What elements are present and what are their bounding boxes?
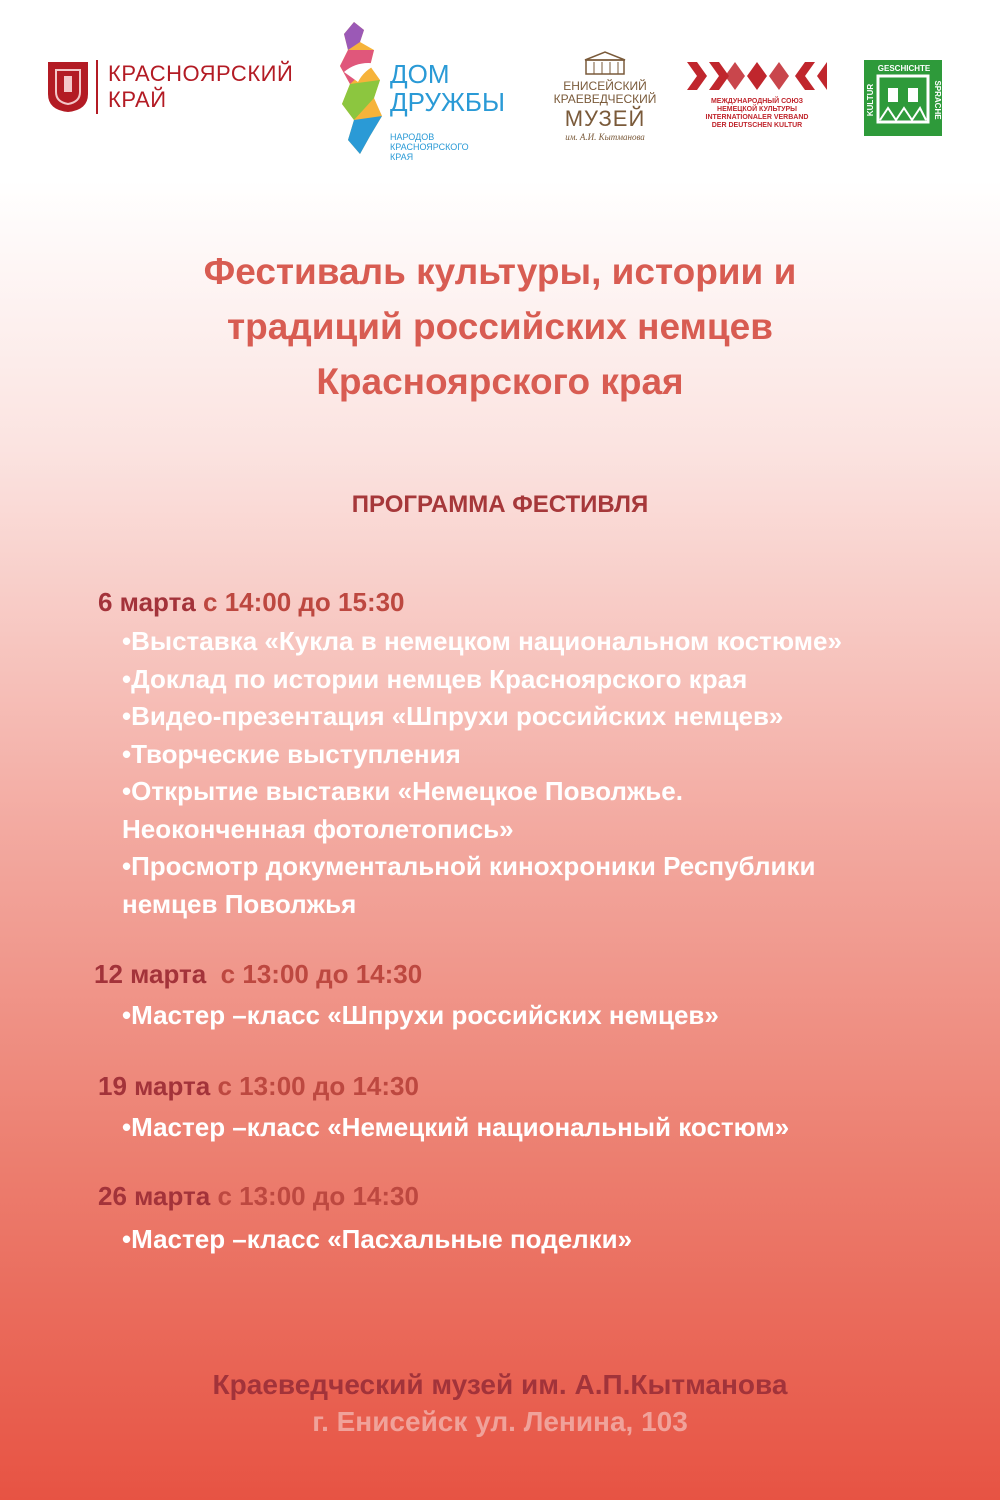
list-item: • Просмотр документальной кинохроники Республики [122,848,842,886]
schedule-date-4: 26 марта с 13:00 до 14:30 [98,1181,419,1211]
venue-footer [0,1366,1000,1440]
dom-druzhby-subtitle: НАРОДОВ КРАСНОЯРСКОГО КРАЯ [390,132,469,162]
kgs-emblem-icon [864,60,942,136]
ivdk-text: МЕЖДУНАРОДНЫЙ СОЮЗ НЕМЕЦКОЙ КУЛЬТУРЫ INTERNATIONALER VERBAND DER DEUTSCHEN KULTUR [705,98,809,129]
list-item: • Мастер –класс «Немецкий национальный костюм» [122,1109,789,1147]
schedule-items-2 [122,997,719,1035]
coat-of-arms-icon [46,60,90,114]
list-item-continuation: немцев Поволжья [122,888,357,919]
schedule-date-1: 6 марта с 14:00 до 15:30 [98,587,405,617]
logo-row [0,20,1000,160]
museum-logo-line2: КРАЕВЕДЧЕСКИЙ [553,92,657,106]
ivdk-logo [682,60,832,130]
schedule-date-2: 12 марта с 13:00 до 14:30 [94,959,423,989]
list-item: • Видео-презентация «Шпрухи российских немцев» [122,698,842,736]
dom-druzhby-title: ДОМ ДРУЖБЫ [390,59,505,117]
schedule-date-3: 19 марта с 13:00 до 14:30 [98,1071,419,1101]
list-item: • Доклад по истории немцев Красноярского края [122,661,842,699]
venue-name: Краеведческий музей им. А.П.Кытманова [212,1369,788,1400]
museum-logo-main: МУЗЕЙ [564,106,646,131]
kultur-geschichte-sprache-logo [864,60,942,156]
map-mosaic-icon [334,20,394,158]
schedule-items-4 [122,1221,632,1259]
list-item-continuation: Неоконченная фотолетопись» [122,813,514,844]
svg-text:SPRACHE: SPRACHE [933,80,942,120]
museum-logo-line1: ЕНИСЕЙСКИЙ [563,79,647,93]
festival-title: Фестиваль культуры, истории и традиций российских немцев Красноярского края [203,251,797,402]
kray-logo-text: КРАСНОЯРСКИЙ КРАЙ [108,61,294,112]
logo-separator [96,60,98,114]
list-item: • Творческие выступления [122,736,842,774]
museum-logo [550,50,660,142]
list-item: • Выставка «Кукла в немецком национальном костюме» [122,623,842,661]
svg-text:GESCHICHTE: GESCHICHTE [877,64,931,73]
svg-text:KULTUR: KULTUR [866,83,875,117]
krasnoyarsk-krai-logo [46,60,293,114]
program-heading: ПРОГРАММА ФЕСТИВЛЯ [351,491,649,518]
ornament-icon [687,60,827,94]
museum-logo-signature: им. А.И. Кытманова [565,132,645,142]
list-item: • Мастер –класс «Шпрухи российских немцев» [122,997,719,1035]
museum-building-icon [580,50,630,76]
list-item: • Мастер –класс «Пасхальные поделки» [122,1221,632,1259]
schedule-items-3 [122,1109,789,1147]
schedule-items-1 [122,623,842,923]
dom-druzhby-logo [334,20,524,162]
venue-address: г. Енисейск ул. Ленина, 103 [312,1406,688,1437]
list-item: • Открытие выставки «Немецкое Поволжье. [122,773,842,811]
